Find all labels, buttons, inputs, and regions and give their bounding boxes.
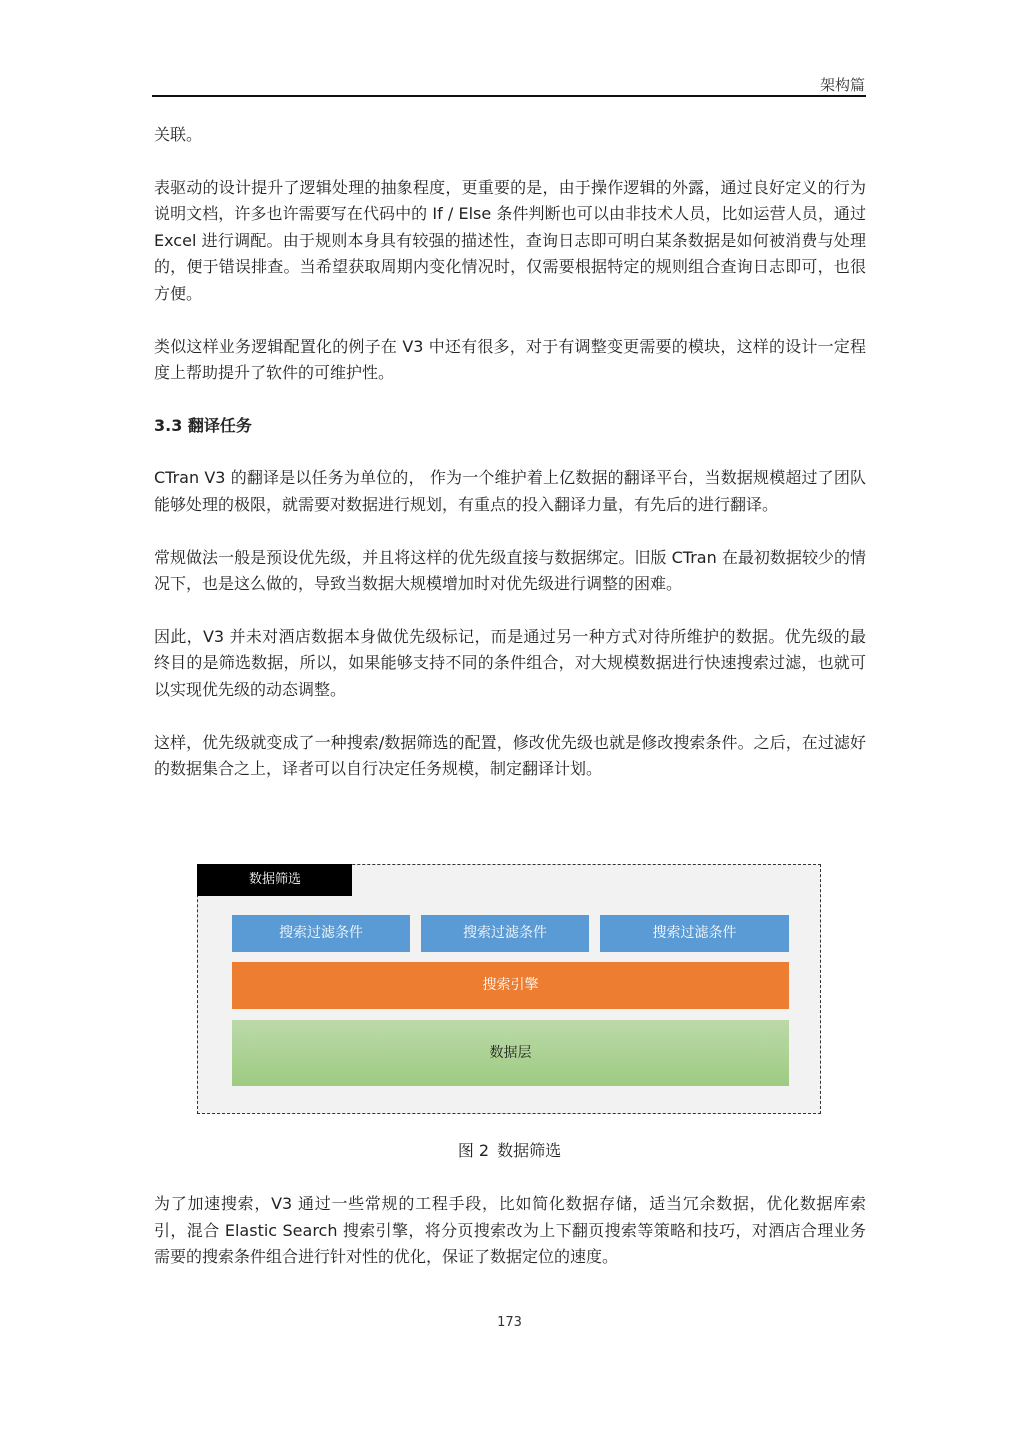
page-number: 173 bbox=[497, 1315, 522, 1330]
main-content-bottom bbox=[154, 1191, 866, 1297]
data-layer-box: 数据层 bbox=[232, 1020, 789, 1086]
search-filter-box: 搜索过滤条件 bbox=[421, 915, 589, 952]
diagram-tab-label: 数据筛选 bbox=[197, 864, 352, 896]
paragraph: 表驱动的设计提升了逻辑处理的抽象程度，更重要的是，由于操作逻辑的外露，通过良好定义的行为说明文档，许多也许需要写在代码中的 If / Else 条件判断也可以由非技术人员，比如运营人员，通过 Excel 进行调配。由于规则本身具有较强的描述性，查询日志即可明白某条数据是如何被消费与处理的，便于错误排查。当希望获取周期内变化情况时，仅需要根据特定的规则组合查询日志即可，也很方便。 bbox=[154, 177, 866, 303]
data-filter-diagram bbox=[197, 864, 821, 1114]
paragraph: 为了加速搜索，V3 通过一些常规的工程手段，比如简化数据存储，适当冗余数据，优化数据库索引，混合 Elastic Search 搜索引擎，将分页搜索改为上下翻页搜索等策略和技巧，对酒店合理业务需要的搜索条件组合进行针对性的优化，保证了数据定位的速度。 bbox=[154, 1194, 866, 1267]
paragraph: 常规做法一般是预设优先级，并且将这样的优先级直接与数据绑定。旧版 CTran 在最初数据较少的情况下，也是这么做的，导致当数据大规模增加时对优先级进行调整的困难。 bbox=[154, 547, 866, 594]
main-content bbox=[154, 122, 866, 809]
paragraph: 这样，优先级就变成了一种搜索/数据筛选的配置，修改优先级也就是修改搜索条件。之后，在过滤好的数据集合之上，译者可以自行决定任务规模，制定翻译计划。 bbox=[154, 732, 866, 779]
header-divider bbox=[152, 95, 866, 97]
search-filter-box: 搜索过滤条件 bbox=[232, 915, 410, 952]
search-filter-box: 搜索过滤条件 bbox=[600, 915, 789, 952]
figure-caption bbox=[0, 1138, 1019, 1161]
paragraph: 关联。 bbox=[154, 125, 203, 144]
caption-text: 数据筛选 bbox=[497, 1141, 562, 1160]
search-engine-box: 搜索引擎 bbox=[232, 962, 789, 1009]
paragraph: 因此，V3 并未对酒店数据本身做优先级标记，而是通过另一种方式对待所维护的数据。优先级的最终目的是筛选数据，所以，如果能够支持不同的条件组合，对大规模数据进行快速搜索过滤，也就可以实现优先级的动态调整。 bbox=[154, 626, 866, 699]
paragraph: CTran V3 的翻译是以任务为单位的， 作为一个维护着上亿数据的翻译平台，当数据规模超过了团队能够处理的极限，就需要对数据进行规划，有重点的投入翻译力量，有先后的进行翻译。 bbox=[154, 468, 866, 514]
paragraph: 类似这样业务逻辑配置化的例子在 V3 中还有很多，对于有调整变更需要的模块，这样的设计一定程度上帮助提升了软件的可维护性。 bbox=[154, 336, 866, 383]
section-heading: 3.3 翻译任务 bbox=[154, 415, 252, 435]
header-section-title: 架构篇 bbox=[819, 76, 865, 94]
caption-number: 图 2 bbox=[457, 1141, 490, 1160]
